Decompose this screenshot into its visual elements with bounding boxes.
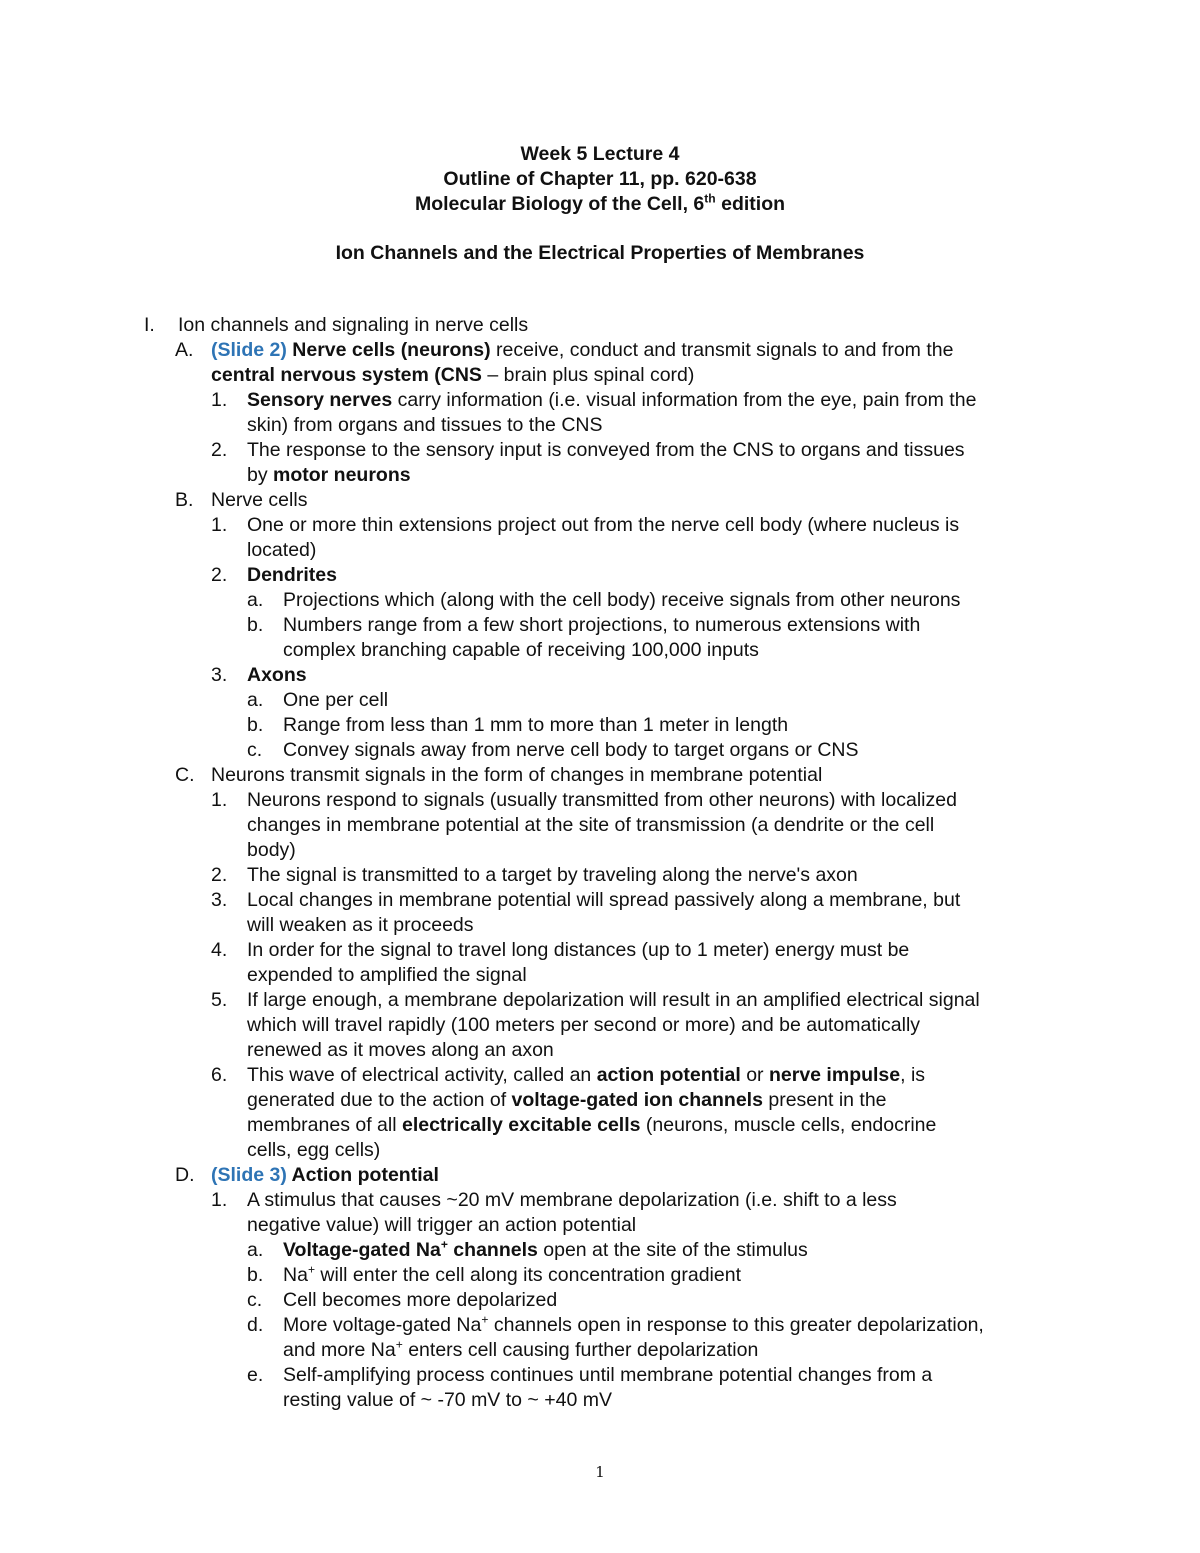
page-number: 1 [595,1463,605,1481]
slide-ref: (Slide 3) [211,1164,287,1186]
document-title: Ion Channels and the Electrical Properties of Membranes [335,242,865,264]
textbook-title: Molecular Biology of the Cell, 6th edition [414,191,786,215]
lecture-week: Week 5 Lecture 4 [520,143,680,165]
chapter-outline: Outline of Chapter 11, pp. 620-638 [443,168,757,190]
document-header [0,142,1200,217]
slide-ref: (Slide 2) [211,339,287,361]
